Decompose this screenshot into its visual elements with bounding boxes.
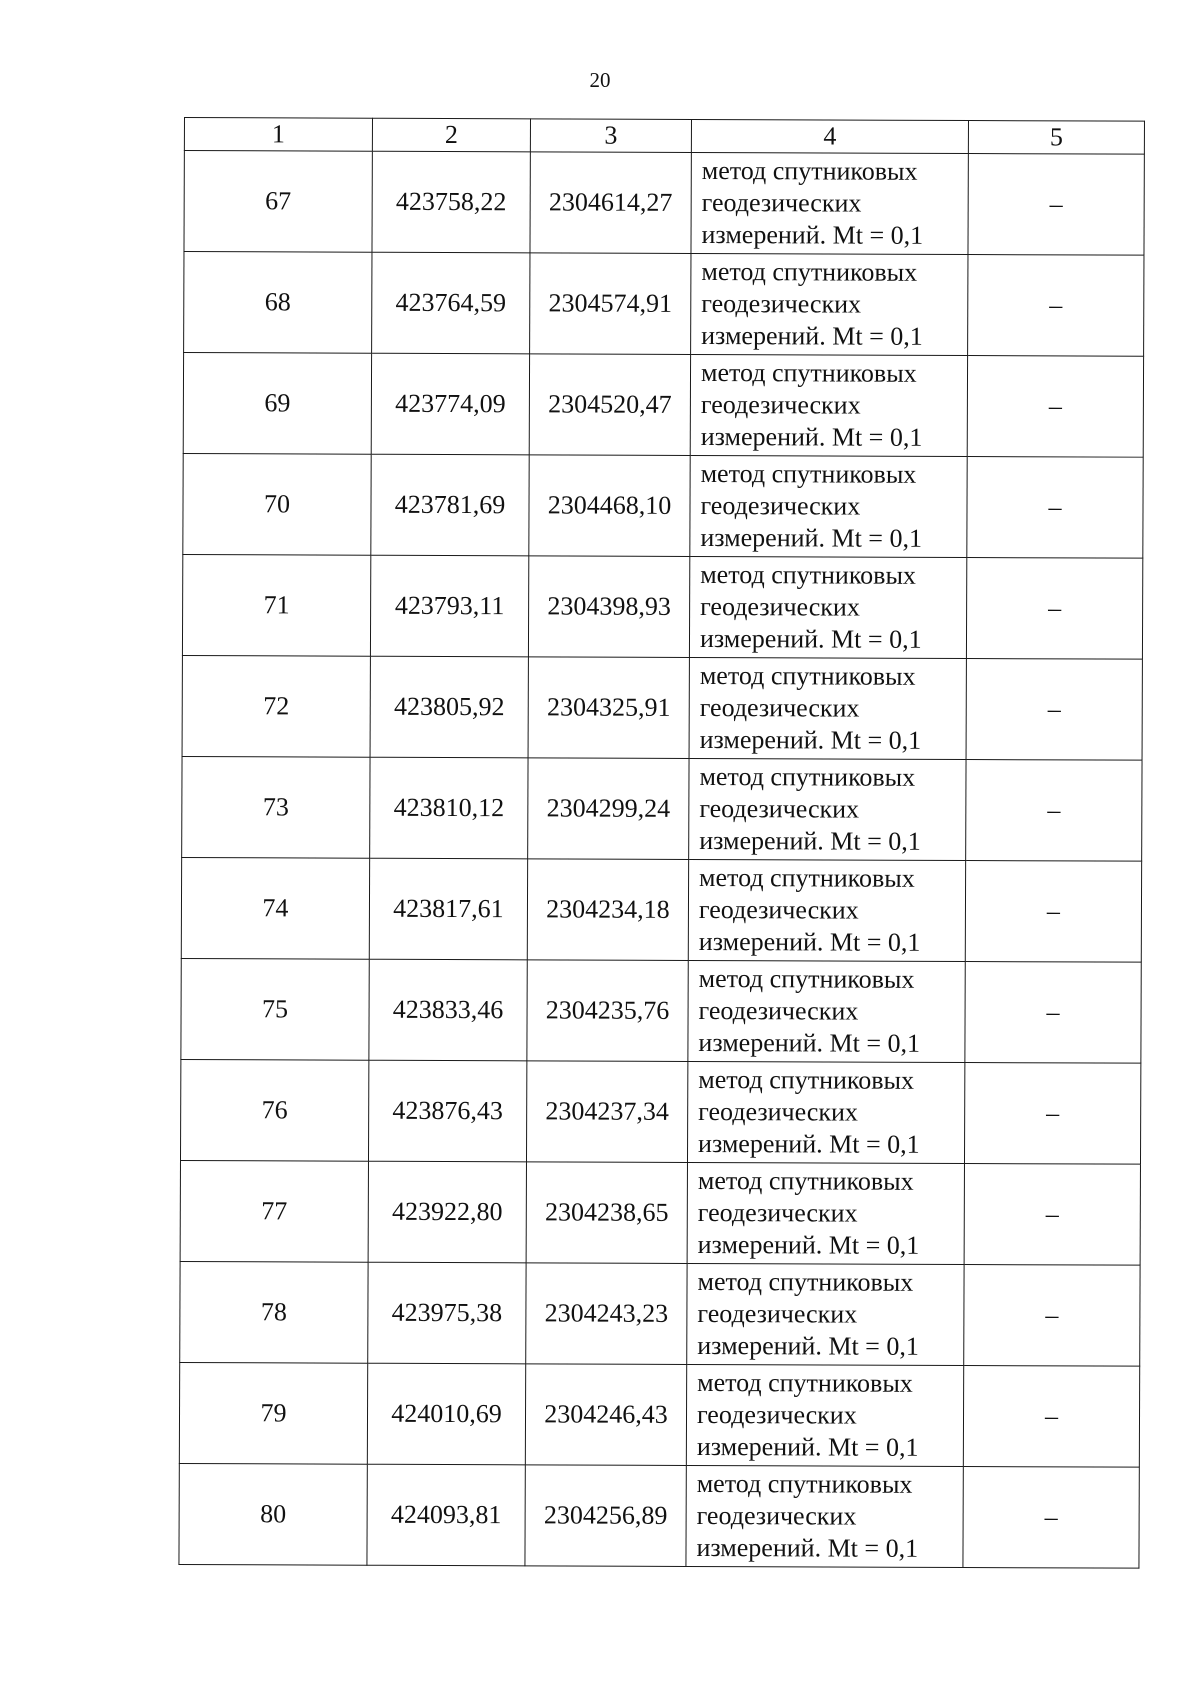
method-cell (686, 1364, 963, 1466)
method-cell (688, 960, 965, 1062)
method-line-1: метод спутниковых (701, 155, 918, 186)
coordinate-x: 423781,69 (371, 454, 529, 556)
note-cell: – (964, 1063, 1140, 1165)
coordinate-x: 423833,46 (369, 959, 527, 1061)
method-cell (689, 556, 966, 658)
note-cell: – (966, 760, 1142, 862)
method-cell (688, 859, 965, 961)
table-row (179, 1463, 1139, 1568)
method-line-1: метод спутниковых (700, 357, 917, 388)
table-row (183, 353, 1143, 458)
method-line-1: метод спутниковых (700, 559, 917, 590)
coordinate-x: 423922,80 (368, 1161, 526, 1263)
coordinate-y: 2304398,93 (528, 556, 689, 658)
note-cell: – (968, 255, 1144, 357)
point-number: 67 (184, 151, 372, 253)
point-number: 77 (180, 1160, 368, 1262)
method-line-1: метод спутниковых (701, 256, 918, 287)
method-line-2: геодезических (698, 1096, 858, 1127)
table-row (179, 1362, 1139, 1467)
table-row (184, 151, 1144, 256)
coordinate-x: 423774,09 (371, 353, 529, 455)
coordinate-y: 2304299,24 (528, 758, 689, 860)
column-header-2: 2 (372, 118, 530, 152)
method-line-1: метод спутниковых (700, 458, 917, 489)
method-line-2: геодезических (701, 187, 862, 218)
point-number: 72 (182, 655, 370, 757)
table-row (182, 756, 1142, 861)
coordinate-y: 2304234,18 (527, 859, 688, 961)
method-line-1: метод спутниковых (699, 761, 916, 792)
method-line-3: измерений. Mt = 0,1 (697, 1330, 919, 1361)
point-number: 78 (180, 1261, 368, 1363)
method-line-3: измерений. Mt = 0,1 (698, 926, 921, 957)
column-header-4: 4 (691, 119, 968, 153)
coordinate-x: 423793,11 (370, 555, 528, 657)
method-cell (691, 152, 968, 254)
point-number: 73 (182, 756, 370, 858)
coordinate-y: 2304246,43 (525, 1364, 686, 1466)
note-cell: – (966, 659, 1142, 761)
method-line-1: метод спутниковых (699, 660, 916, 691)
coordinate-y: 2304256,89 (525, 1465, 686, 1567)
method-line-2: геодезических (700, 591, 860, 622)
coordinate-x: 423810,12 (370, 757, 528, 859)
point-number: 75 (181, 958, 369, 1060)
method-cell (687, 1061, 964, 1163)
note-cell: – (966, 558, 1142, 660)
coordinate-x: 424010,69 (367, 1363, 525, 1465)
method-line-3: измерений. Mt = 0,1 (698, 1027, 921, 1058)
note-cell: – (968, 154, 1144, 256)
method-line-1: метод спутниковых (699, 862, 915, 893)
page-number: 20 (589, 68, 611, 92)
method-cell (689, 657, 966, 759)
coordinate-y: 2304325,91 (528, 657, 689, 759)
method-line-3: измерений. Mt = 0,1 (696, 1532, 919, 1563)
method-cell (691, 253, 968, 355)
note-cell: – (963, 1366, 1139, 1468)
method-line-3: измерений. Mt = 0,1 (699, 825, 921, 856)
method-line-2: геодезических (700, 389, 861, 420)
coordinate-x: 423817,61 (369, 858, 527, 960)
coordinate-y: 2304574,91 (530, 253, 691, 355)
coordinate-x: 423805,92 (370, 656, 528, 758)
point-number: 76 (180, 1059, 368, 1161)
coordinate-x: 423876,43 (368, 1060, 526, 1162)
method-line-1: метод спутниковых (697, 1266, 914, 1297)
method-line-2: геодезических (698, 894, 859, 925)
method-cell (690, 354, 967, 456)
method-line-2: геодезических (697, 1298, 858, 1329)
coordinate-y: 2304468,10 (529, 455, 690, 557)
table-row (180, 1059, 1140, 1164)
method-line-3: измерений. Mt = 0,1 (697, 1229, 920, 1260)
coordinate-y: 2304614,27 (530, 152, 691, 254)
method-line-2: геодезических (699, 692, 860, 723)
note-cell: – (964, 1265, 1140, 1367)
method-cell (686, 1465, 963, 1567)
method-line-3: измерений. Mt = 0,1 (699, 724, 922, 755)
method-line-3: измерений. Mt = 0,1 (699, 623, 922, 654)
table-row (180, 1160, 1140, 1265)
method-line-3: измерений. Mt = 0,1 (700, 522, 923, 553)
point-number: 80 (179, 1463, 367, 1565)
method-cell (687, 1162, 964, 1264)
note-cell: – (963, 1467, 1139, 1569)
method-line-1: метод спутниковых (697, 1367, 913, 1398)
method-line-2: геодезических (698, 995, 859, 1026)
method-line-2: геодезических (696, 1500, 857, 1531)
method-line-1: метод спутниковых (698, 963, 915, 994)
method-line-3: измерений. Mt = 0,1 (698, 1128, 920, 1159)
coordinate-y: 2304237,34 (526, 1061, 687, 1163)
table-row (180, 1261, 1140, 1366)
point-number: 71 (182, 554, 370, 656)
column-header-5: 5 (968, 121, 1144, 155)
method-line-1: метод спутниковых (696, 1468, 913, 1499)
note-cell: – (967, 457, 1143, 559)
note-cell: – (965, 962, 1141, 1064)
table-row (181, 958, 1141, 1063)
note-cell: – (967, 356, 1143, 458)
method-line-2: геодезических (699, 793, 860, 824)
method-cell (690, 455, 967, 557)
point-number: 69 (183, 353, 371, 455)
method-cell (689, 758, 966, 860)
column-header-3: 3 (530, 119, 691, 153)
coordinate-x: 423764,59 (372, 252, 530, 354)
coordinate-y: 2304235,76 (527, 960, 688, 1062)
table-row (181, 857, 1141, 962)
table-row (183, 453, 1143, 558)
coordinate-x: 424093,81 (367, 1464, 525, 1566)
method-line-3: измерений. Mt = 0,1 (701, 219, 924, 250)
coordinate-x: 423758,22 (372, 151, 530, 253)
column-header-1: 1 (184, 118, 372, 152)
table-row (182, 655, 1142, 760)
point-number: 79 (179, 1362, 367, 1464)
method-line-2: геодезических (701, 288, 862, 319)
note-cell: – (965, 861, 1141, 963)
method-line-3: измерений. Mt = 0,1 (701, 320, 923, 351)
header-row (184, 118, 1144, 155)
method-line-1: метод спутниковых (698, 1064, 915, 1095)
note-cell: – (964, 1164, 1140, 1266)
point-number: 68 (184, 252, 372, 354)
coordinate-y: 2304520,47 (529, 354, 690, 456)
coordinate-y: 2304243,23 (526, 1263, 687, 1365)
method-line-1: метод спутниковых (697, 1165, 914, 1196)
method-line-2: геодезических (696, 1399, 857, 1430)
table-row (182, 554, 1142, 659)
table-body (179, 151, 1144, 1569)
method-line-2: геодезических (697, 1197, 858, 1228)
coordinate-x: 423975,38 (368, 1262, 526, 1364)
method-line-2: геодезических (700, 490, 861, 521)
method-line-3: измерений. Mt = 0,1 (700, 421, 923, 452)
point-number: 70 (183, 453, 371, 555)
table-header (184, 118, 1144, 155)
method-line-3: измерений. Mt = 0,1 (696, 1431, 919, 1462)
point-number: 74 (181, 857, 369, 959)
coordinates-table (178, 117, 1145, 1569)
coordinate-y: 2304238,65 (526, 1162, 687, 1264)
table-row (184, 252, 1144, 357)
method-cell (687, 1263, 964, 1365)
